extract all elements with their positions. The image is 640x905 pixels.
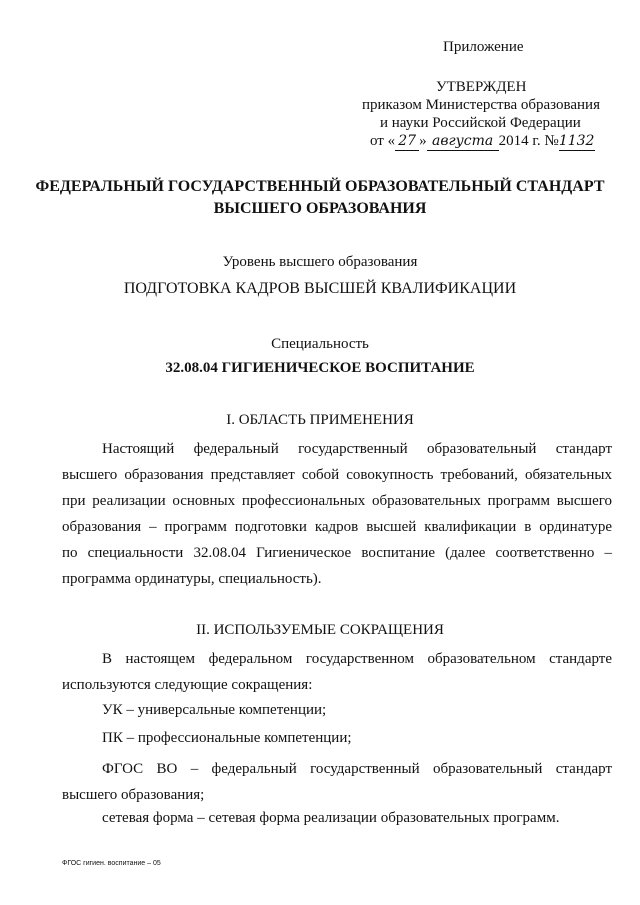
paragraph-line: программа ординатуры, специальность). [62,571,322,587]
specialty-value: 32.08.04 ГИГИЕНИЧЕСКОЕ ВОСПИТАНИЕ [165,360,475,376]
abbrev-pk: ПК – профессиональные компетенции; [102,730,352,746]
paragraph-line: высшего образования; [62,787,205,803]
order-date-line [370,132,595,151]
section-1-heading: I. ОБЛАСТЬ ПРИМЕНЕНИЯ [226,412,414,428]
paragraph-line: В настоящем федеральном государственном образовательном стандарте [102,651,612,667]
abbrev-network-form: сетевая форма – сетевая форма реализации образовательных программ. [102,810,560,826]
paragraph-line: ФГОС ВО – федеральный государственный образовательный стандарт [102,761,612,777]
date-day: 27 [395,132,419,151]
footer-code: ФГОС гигиен. воспитание – 05 [62,860,161,867]
document-title-line-1: ФЕДЕРАЛЬНЫЙ ГОСУДАРСТВЕННЫЙ ОБРАЗОВАТЕЛЬНЫЙ СТАНДАРТ [35,178,605,195]
order-line-1: приказом Министерства образования [362,97,600,113]
paragraph-line: Настоящий федеральный государственный образовательный стандарт [102,441,612,457]
level-label: Уровень высшего образования [222,254,418,270]
date-mid: » [419,133,427,149]
date-month: августа [427,132,499,151]
paragraph-line: при реализации основных профессиональных образовательных программ высшего [62,493,612,509]
paragraph-line: по специальности 32.08.04 Гигиеническое воспитание (далее соответственно – [62,545,612,561]
abbrev-uk: УК – универсальные компетенции; [102,702,327,718]
specialty-label: Специальность [271,336,369,352]
paragraph-line: образования – программ подготовки кадров высшей квалификации в ординатуре [62,519,612,535]
order-number: 1132 [558,133,595,149]
paragraph-line: используются следующие сокращения: [62,677,313,693]
paragraph-line: высшего образования представляет собой совокупность требований, обязательных [62,467,612,483]
section-1-paragraph [62,436,612,592]
appendix-label: Приложение [443,39,524,55]
date-year: 2014 г. № [498,133,559,149]
section-2-intro [62,646,612,698]
abbrev-fgos [62,756,612,808]
level-value: ПОДГОТОВКА КАДРОВ ВЫСШЕЙ КВАЛИФИКАЦИИ [123,280,517,297]
section-2-heading: II. ИСПОЛЬЗУЕМЫЕ СОКРАЩЕНИЯ [196,622,444,638]
approved-label: УТВЕРЖДЕН [436,79,527,95]
order-line-2: и науки Российской Федерации [380,115,581,131]
date-prefix: от « [370,133,396,149]
document-title-line-2: ВЫСШЕГО ОБРАЗОВАНИЯ [213,200,427,217]
